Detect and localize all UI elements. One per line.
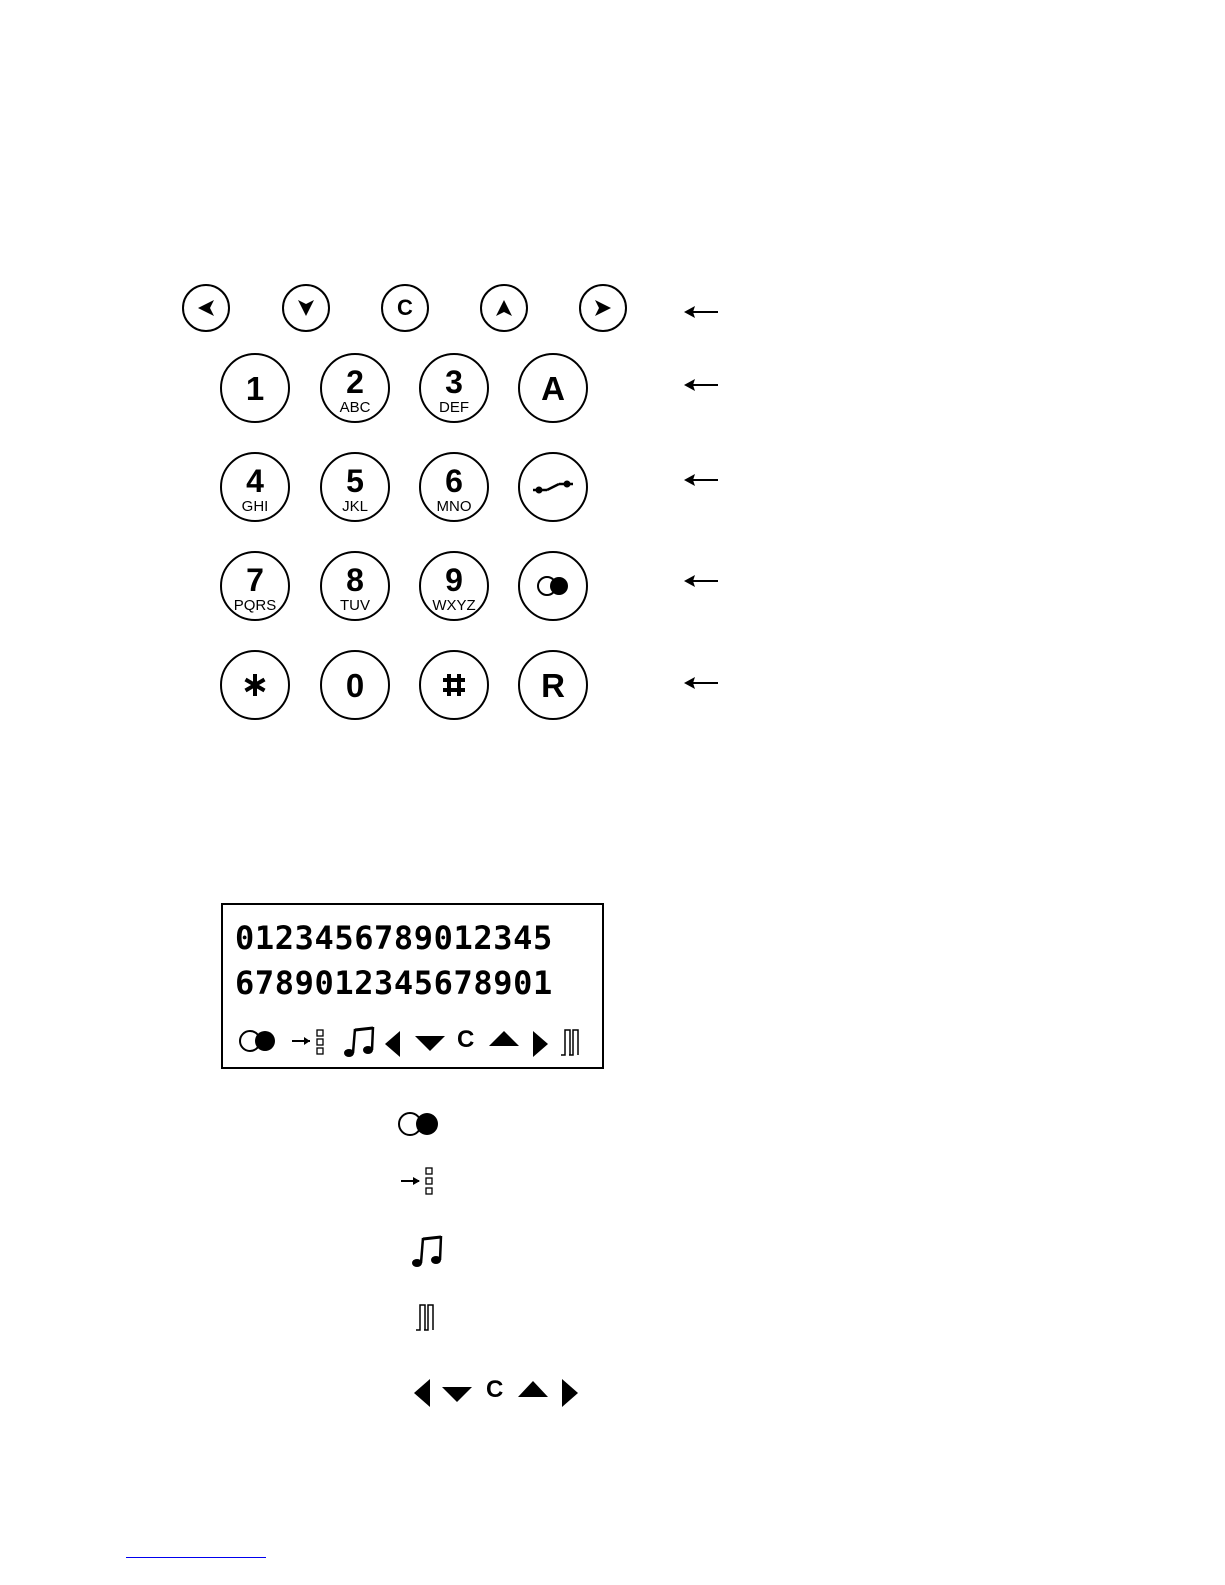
conference-icon: [237, 1029, 281, 1053]
hook-switch-key[interactable]: [518, 452, 588, 522]
display-clear-indicator: C: [457, 1026, 475, 1053]
key-9[interactable]: [419, 551, 489, 621]
legend-clear-indicator: C: [486, 1376, 504, 1403]
key-3-letters: DEF: [439, 398, 469, 416]
footnote-separator: [126, 1557, 266, 1558]
key-r[interactable]: [518, 650, 588, 720]
left-arrow-icon: [684, 574, 718, 588]
key-7-digit: 7: [246, 561, 264, 598]
conference-icon: [397, 1111, 443, 1137]
hash-key[interactable]: [419, 650, 489, 720]
down-triangle-icon: [295, 297, 317, 319]
key-9-digit: 9: [445, 561, 463, 598]
left-arrow-key[interactable]: [182, 284, 230, 332]
key-a[interactable]: [518, 353, 588, 423]
left-arrow-icon: [684, 305, 718, 319]
key-7[interactable]: [220, 551, 290, 621]
key-r-label: R: [541, 666, 565, 704]
key-0[interactable]: [320, 650, 390, 720]
left-arrow-icon: [684, 378, 718, 392]
key-5-letters: JKL: [342, 497, 368, 515]
left-triangle-icon: [195, 297, 217, 319]
key-8[interactable]: [320, 551, 390, 621]
right-arrow-key[interactable]: [579, 284, 627, 332]
down-arrow-key[interactable]: [282, 284, 330, 332]
clear-key-label: C: [397, 295, 413, 320]
key-1[interactable]: [220, 353, 290, 423]
key-2-digit: 2: [346, 363, 364, 400]
key-6-letters: MNO: [436, 497, 472, 515]
up-triangle-icon: [487, 1029, 521, 1049]
key-6-digit: 6: [445, 462, 463, 499]
conference-key[interactable]: [518, 551, 588, 621]
down-triangle-icon: [413, 1033, 447, 1053]
key-4[interactable]: [220, 452, 290, 522]
display-line-2: 6789012345678901: [235, 964, 553, 1002]
key-5[interactable]: [320, 452, 390, 522]
key-4-letters: GHI: [241, 497, 269, 515]
music-note-icon: [343, 1025, 375, 1059]
right-triangle-icon: [530, 1029, 550, 1059]
right-triangle-icon: [560, 1377, 580, 1409]
left-arrow-icon: [684, 676, 718, 690]
pulse-icon: [414, 1302, 436, 1332]
music-note-icon: [411, 1233, 443, 1269]
right-triangle-icon: [592, 297, 614, 319]
key-3-digit: 3: [445, 363, 463, 400]
down-triangle-icon: [440, 1383, 474, 1405]
navigation-icons: [412, 1375, 582, 1411]
call-forward-icon: [290, 1027, 330, 1057]
display-line-1: 0123456789012345: [235, 919, 553, 957]
key-8-digit: 8: [346, 561, 364, 598]
left-triangle-icon: [383, 1029, 403, 1059]
pulse-icon: [559, 1027, 581, 1057]
key-5-digit: 5: [346, 462, 364, 499]
lcd-display: [221, 903, 604, 1069]
key-0-digit: 0: [345, 666, 365, 704]
hook-switch-icon: [531, 477, 575, 497]
key-2-letters: ABC: [339, 398, 371, 416]
conference-icon: [535, 575, 571, 597]
key-1-digit: 1: [245, 369, 265, 407]
call-forward-icon: [399, 1165, 439, 1199]
key-3[interactable]: [419, 353, 489, 423]
up-arrow-key[interactable]: [480, 284, 528, 332]
key-9-letters: WXYZ: [432, 596, 476, 614]
left-triangle-icon: [412, 1377, 432, 1409]
key-4-digit: 4: [246, 462, 264, 499]
up-triangle-icon: [493, 297, 515, 319]
up-triangle-icon: [516, 1378, 550, 1400]
left-arrow-icon: [684, 473, 718, 487]
asterisk-icon: [242, 672, 268, 698]
key-2[interactable]: [320, 353, 390, 423]
key-6[interactable]: [419, 452, 489, 522]
star-key[interactable]: [220, 650, 290, 720]
key-a-label: A: [541, 369, 565, 407]
hash-icon: [441, 672, 467, 698]
key-7-letters: PQRS: [233, 596, 277, 614]
key-8-letters: TUV: [340, 596, 370, 614]
clear-key[interactable]: [381, 284, 429, 332]
